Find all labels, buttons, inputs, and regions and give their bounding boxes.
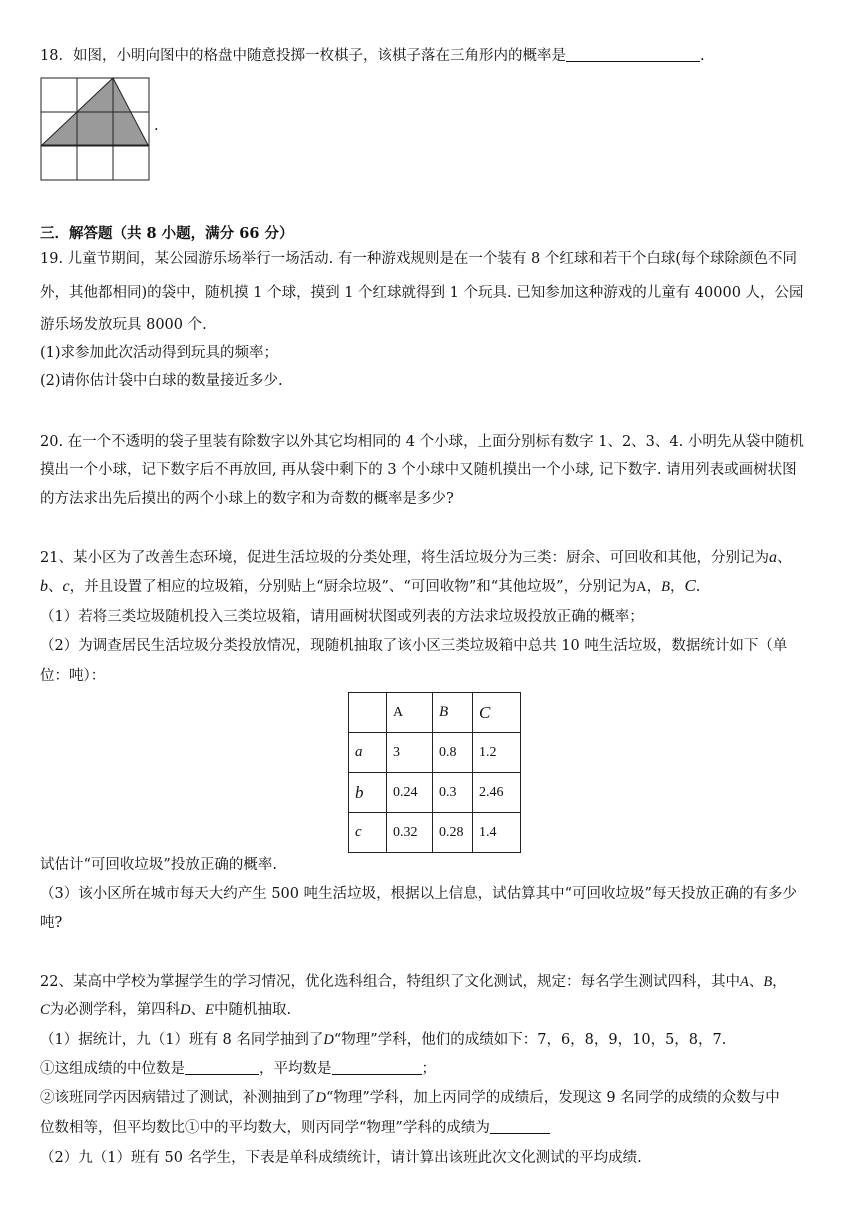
q22-item2-text-line2: 位数相等，但平均数比①中的平均数大，则丙同学“物理”学科的成绩为	[40, 1120, 490, 1136]
q18-period: .	[699, 48, 705, 64]
table-cell: 0.32	[387, 813, 433, 853]
q18-text	[40, 44, 705, 65]
row-label: b	[349, 773, 387, 813]
separator: 、	[190, 1002, 206, 1018]
separator: ，	[669, 579, 685, 595]
table-row	[349, 813, 521, 853]
row-label: c	[349, 813, 387, 853]
q21-line-2	[40, 575, 700, 596]
q20-line-3: 的方法求出先后摸出的两个小球上的数字和为奇数的概率是多少?	[40, 491, 454, 507]
q18-figure-dot: .	[154, 118, 159, 134]
subject-D: D	[180, 1002, 191, 1018]
q22-stem-cont: 为必测学科，第四科	[49, 1002, 181, 1018]
q19-subquestion-1: (1)求参加此次活动得到玩具的频率；	[40, 345, 279, 361]
q22-item2-text: ②该班同学丙因病错过了测试，补测抽到了	[40, 1090, 316, 1106]
bin-B: B	[661, 579, 670, 595]
table-header-A: A	[387, 693, 433, 733]
q22-subquestion-1	[40, 1028, 726, 1049]
q22-item-2-line-1	[40, 1086, 780, 1107]
table-row	[349, 733, 521, 773]
bin-C: C	[684, 576, 696, 595]
separator: 、	[776, 550, 792, 566]
table-row	[349, 773, 521, 813]
table-header-row	[349, 693, 521, 733]
subject-B: B	[763, 974, 773, 990]
bin-A: A	[636, 579, 647, 595]
q19-line-1: 19. 儿童节期间，某公园游乐场举行一场活动. 有一种游戏规则是在一个装有 8 个红球和若干个白球(每个球除颜色不同	[40, 251, 797, 267]
separator: ，	[646, 579, 662, 595]
q21-stem: 21、某小区为了改善生态环境，促进生活垃圾的分类处理，将生活垃圾分为三类：厨余、可回收和其他，分别记为	[40, 550, 769, 566]
q21-after-table: 试估计“可回收垃圾”投放正确的概率.	[40, 857, 277, 873]
q18-stem: 18．如图，小明向图中的格盘中随意投掷一枚棋子，该棋子落在三角形内的概率是	[40, 48, 566, 64]
q21-subquestion-2-line-1: （2）为调查居民生活垃圾分类投放情况，现随机抽取了该小区三类垃圾箱中总共 10 吨生活垃圾，数据统计如下（单	[40, 638, 788, 654]
table-cell: 1.4	[473, 813, 521, 853]
q19-line-3: 游乐场发放玩具 8000 个.	[40, 317, 207, 333]
q22-line-1	[40, 970, 787, 991]
q21-line-1	[40, 546, 791, 567]
mean-answer-blank[interactable]	[332, 1060, 422, 1075]
q22-item2-text-cont: “物理”学科，加上丙同学的成绩后，发现这 9 名同学的成绩的众数与中	[325, 1090, 780, 1106]
table-header-C: C	[473, 693, 521, 733]
q22-item-1	[40, 1057, 436, 1078]
q21-stem-cont: ，并且设置了相应的垃圾箱，分别贴上“厨余垃圾”、“可回收物”和“其他垃圾”，分别记为	[69, 579, 637, 595]
var-b: b	[40, 578, 48, 595]
table-cell: 3	[387, 733, 433, 773]
median-prompt: ①这组成绩的中位数是	[40, 1061, 185, 1077]
period: .	[695, 579, 701, 595]
q18-answer-blank[interactable]	[566, 47, 700, 62]
q18-grid-figure	[40, 75, 154, 183]
table-cell: 0.8	[433, 733, 473, 773]
subject-C: C	[40, 1002, 50, 1018]
mean-prompt: ，平均数是	[259, 1061, 332, 1077]
q22-item-2-line-2	[40, 1116, 550, 1137]
subject-A: A	[739, 974, 749, 990]
separator: ，	[772, 974, 787, 990]
q21-subquestion-3-line-1: （3）该小区所在城市每天大约产生 500 吨生活垃圾，根据以上信息，试估算其中“可回收垃圾”每天投放正确的有多少	[40, 886, 797, 902]
row-label: a	[349, 733, 387, 773]
q22-sub1-text-cont: “物理”学科，他们的成绩如下：7，6，8，9，10，5，8，7.	[333, 1032, 727, 1048]
table-cell: 0.24	[387, 773, 433, 813]
q21-subquestion-1: （1）若将三类垃圾随机投入三类垃圾箱，请用画树状图或列表的方法求垃圾投放正确的概率；	[40, 609, 644, 625]
table-header-B: B	[433, 693, 473, 733]
q19-line-2: 外，其他都相同)的袋中，随机摸 1 个球，摸到 1 个红球就得到 1 个玩具. 已知参加这种游戏的儿童有 40000 人，公园	[40, 285, 804, 301]
table-cell: 0.3	[433, 773, 473, 813]
subject-E: E	[205, 1002, 215, 1018]
q21-subquestion-3-line-2: 吨?	[40, 915, 63, 931]
q21-subquestion-2-line-2: 位：吨）：	[40, 668, 106, 684]
table-cell: 0.28	[433, 813, 473, 853]
waste-data-table	[348, 692, 521, 853]
section-heading: 三．解答题（共 8 小题，满分 66 分）	[40, 225, 294, 242]
q22-stem: 22、某高中学校为掌握学生的学习情况，优化选科组合，特组织了文化测试，规定：每名学生测试四科，其中	[40, 974, 740, 990]
physics-score-blank[interactable]	[490, 1119, 550, 1134]
q22-sub1-text: （1）据统计，九（1）班有 8 名同学抽到了	[40, 1032, 324, 1048]
var-c: c	[62, 578, 70, 595]
median-answer-blank[interactable]	[185, 1060, 259, 1075]
separator: 、	[48, 579, 63, 595]
q19-subquestion-2: (2)请你估计袋中白球的数量接近多少.	[40, 373, 283, 389]
q22-line-2	[40, 998, 291, 1019]
table-corner-cell	[349, 693, 387, 733]
q20-line-2: 摸出一个小球，记下数字后不再放回, 再从袋中剩下的 3 个小球中又随机摸出一个小球, 记下数字. 请用列表或画树状图	[40, 462, 797, 478]
q22-subquestion-2: （2）九（1）班有 50 名学生，下表是单科成绩统计，请计算出该班此次文化测试的平均成绩.	[40, 1150, 642, 1166]
semicolon: ；	[421, 1061, 436, 1077]
var-a: a	[768, 549, 777, 566]
separator: 、	[748, 974, 764, 990]
table-cell: 1.2	[473, 733, 521, 773]
q22-stem-end: 中随机抽取.	[214, 1002, 292, 1018]
q20-line-1: 20. 在一个不透明的袋子里装有除数字以外其它均相同的 4 个小球，上面分别标有数字 1、2、3、4. 小明先从袋中随机	[40, 434, 804, 450]
table-cell: 2.46	[473, 773, 521, 813]
subject-D: D	[323, 1032, 334, 1048]
subject-D: D	[315, 1090, 326, 1106]
